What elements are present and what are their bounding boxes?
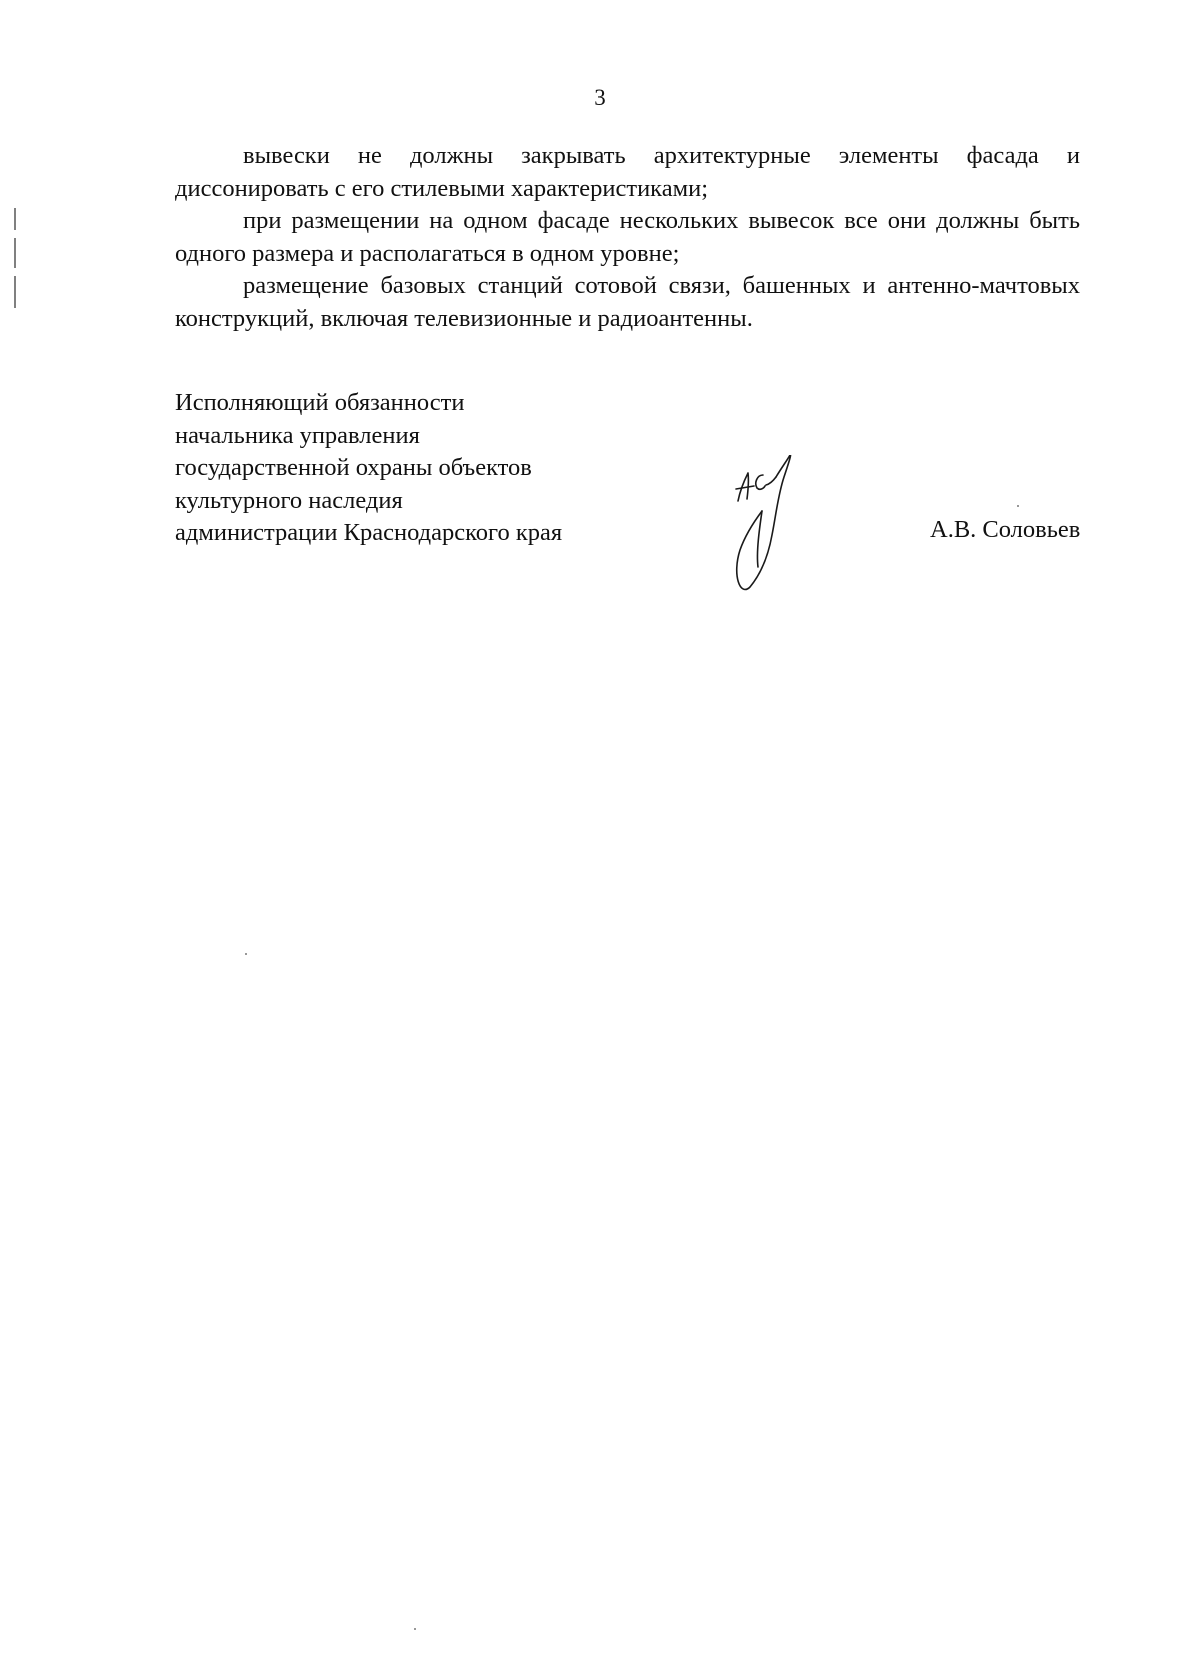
scan-speck xyxy=(245,953,247,955)
binding-edge-mark xyxy=(14,208,16,308)
signatory-title-line: культурного наследия xyxy=(175,486,403,514)
paragraph-signage-facade: вывески не должны закрывать архитектурные элементы фасада и диссонировать с его стилевыми характеристиками; xyxy=(175,142,1080,202)
page-number: 3 xyxy=(594,85,606,110)
paragraph-multiple-signs: при размещении на одном фасаде нескольких вывесок все они должны быть одного размера и располагаться в одном уровне; xyxy=(175,207,1080,267)
handwritten-signature xyxy=(730,455,850,605)
signatory-title xyxy=(175,387,562,550)
signatory-title-line: Исполняющий обязанности xyxy=(175,389,465,416)
paragraph-antennas: размещение базовых станций сотовой связи, башенных и антенно-мачтовых конструкций, включая телевизионные и радиоантенны. xyxy=(175,272,1080,332)
scan-speck xyxy=(414,1628,416,1630)
signatory-name: А.В. Соловьев xyxy=(930,516,1081,543)
signatory-title-line: начальника управления xyxy=(175,421,420,449)
signatory-title-line: администрации Краснодарского края xyxy=(175,519,563,546)
body-text xyxy=(175,140,1080,335)
signatory-title-line: государственной охраны объектов xyxy=(175,454,532,481)
scan-speck xyxy=(1017,505,1019,507)
